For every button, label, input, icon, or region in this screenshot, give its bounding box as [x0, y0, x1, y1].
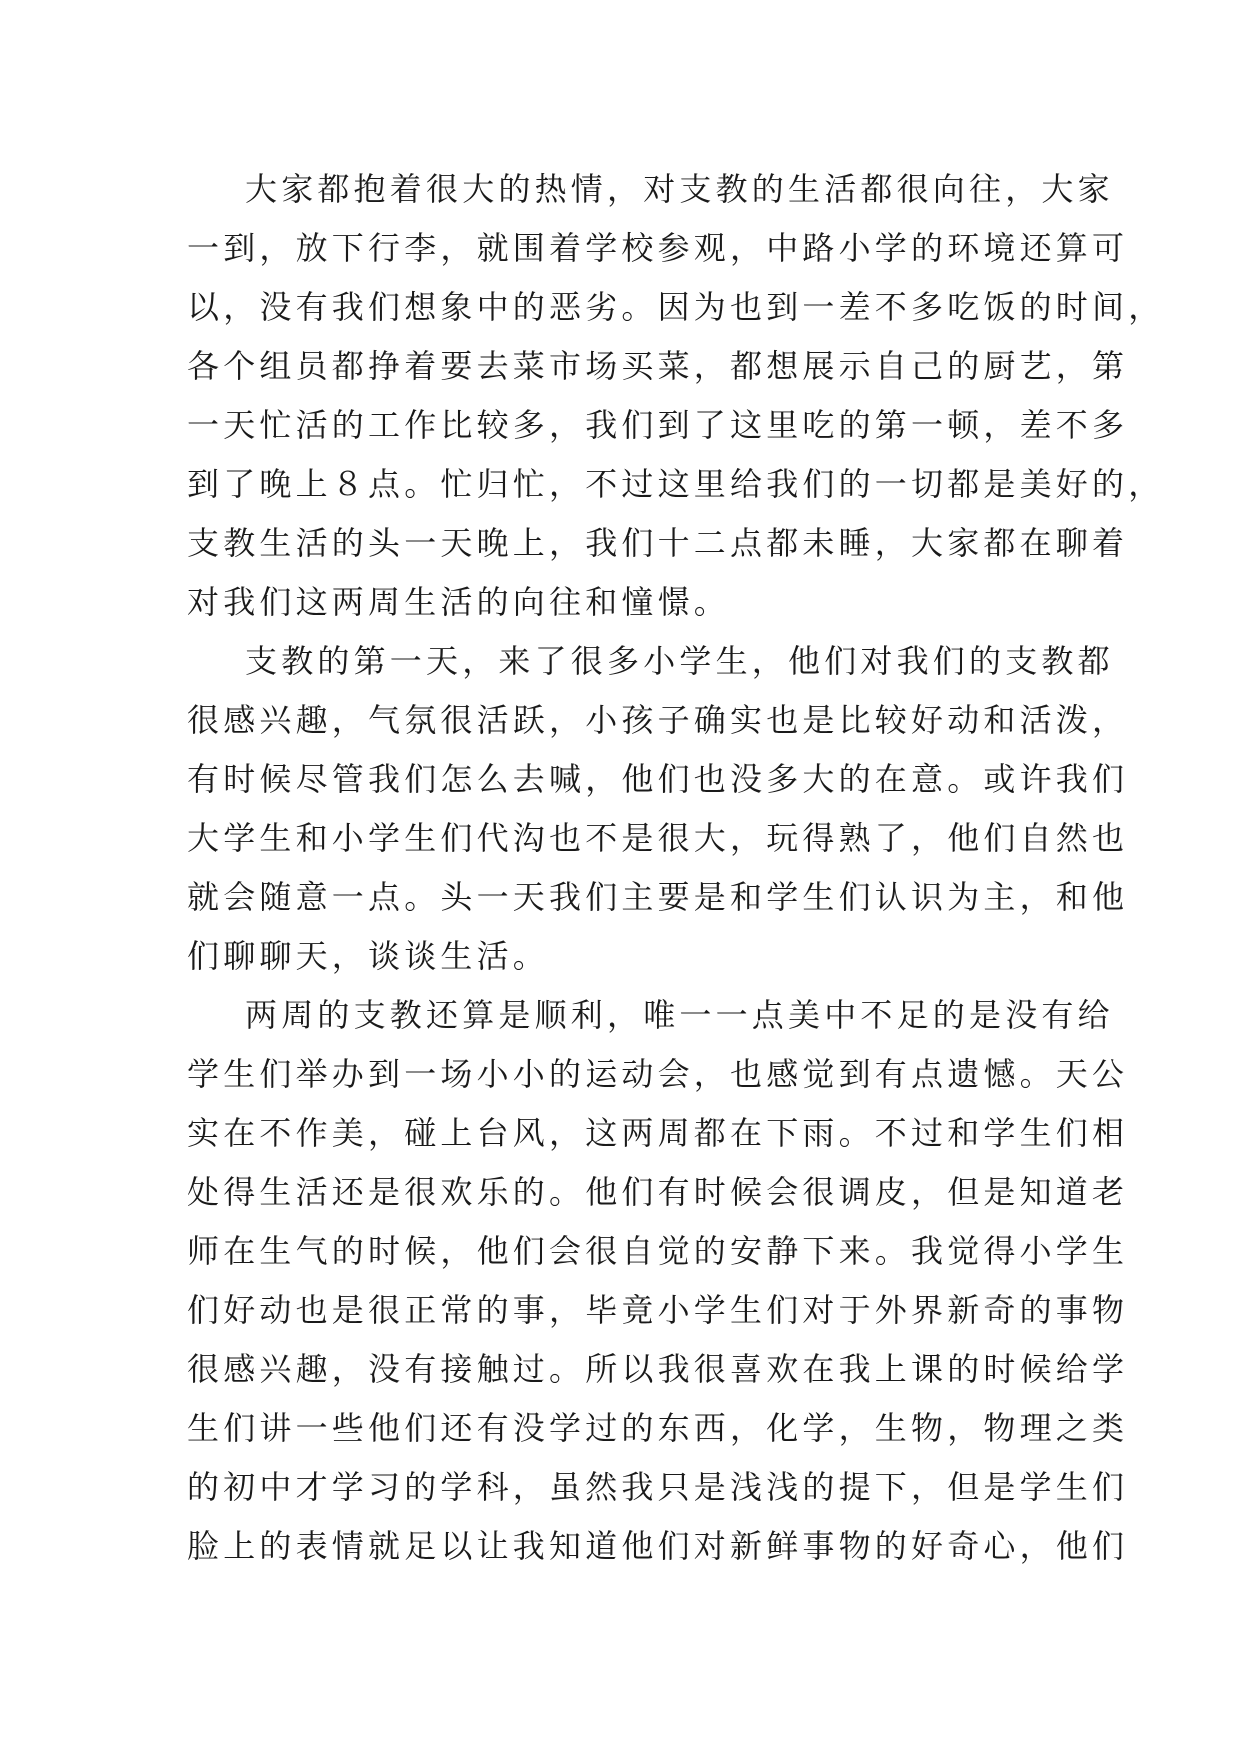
text-line: 一天忙活的工作比较多，我们到了这里吃的第一顿，差不多: [187, 406, 1129, 444]
text-line: 大家都抱着很大的热情，对支教的生活都很向往，大家: [245, 170, 1114, 208]
text-line: 脸上的表情就足以让我知道他们对新鲜事物的好奇心，他们: [187, 1527, 1129, 1565]
text-line: 各个组员都挣着要去菜市场买菜，都想展示自己的厨艺，第: [187, 347, 1129, 385]
paragraph-1: [187, 160, 1165, 632]
text-line: 学生们举办到一场小小的运动会，也感觉到有点遗憾。天公: [187, 1055, 1129, 1093]
text-line: 支教的第一天，来了很多小学生，他们对我们的支教都: [245, 642, 1114, 680]
text-line: 实在不作美，碰上台风，这两周都在下雨。不过和学生们相: [187, 1114, 1129, 1152]
text-line: 的初中才学习的学科，虽然我只是浅浅的提下，但是学生们: [187, 1468, 1129, 1506]
text-line: 生们讲一些他们还有没学过的东西，化学，生物，物理之类: [187, 1409, 1129, 1447]
body-text: [187, 160, 1165, 1576]
text-line: 们聊聊天，谈谈生活。: [187, 937, 550, 975]
text-line: 对我们这两周生活的向往和憧憬。: [187, 583, 731, 621]
text-line: 们好动也是很正常的事，毕竟小学生们对于外界新奇的事物: [187, 1291, 1129, 1329]
text-line: 到了晚上８点。忙归忙，不过这里给我们的一切都是美好的，: [187, 465, 1165, 503]
text-line: 师在生气的时候，他们会很自觉的安静下来。我觉得小学生: [187, 1232, 1129, 1270]
paragraph-3: [187, 986, 1129, 1576]
text-line: 以，没有我们想象中的恶劣。因为也到一差不多吃饭的时间，: [187, 288, 1165, 326]
text-line: 一到，放下行李，就围着学校参观，中路小学的环境还算可: [187, 229, 1129, 267]
text-line: 支教生活的头一天晚上，我们十二点都未睡，大家都在聊着: [187, 524, 1129, 562]
text-line: 两周的支教还算是顺利，唯一一点美中不足的是没有给: [245, 996, 1114, 1034]
text-line: 很感兴趣，没有接触过。所以我很喜欢在我上课的时候给学: [187, 1350, 1129, 1388]
text-line: 处得生活还是很欢乐的。他们有时候会很调皮，但是知道老: [187, 1173, 1129, 1211]
text-line: 大学生和小学生们代沟也不是很大，玩得熟了，他们自然也: [187, 819, 1129, 857]
text-line: 有时候尽管我们怎么去喊，他们也没多大的在意。或许我们: [187, 760, 1129, 798]
text-line: 很感兴趣，气氛很活跃，小孩子确实也是比较好动和活泼，: [187, 701, 1129, 739]
text-line: 就会随意一点。头一天我们主要是和学生们认识为主，和他: [187, 878, 1129, 916]
paragraph-2: [187, 632, 1129, 986]
